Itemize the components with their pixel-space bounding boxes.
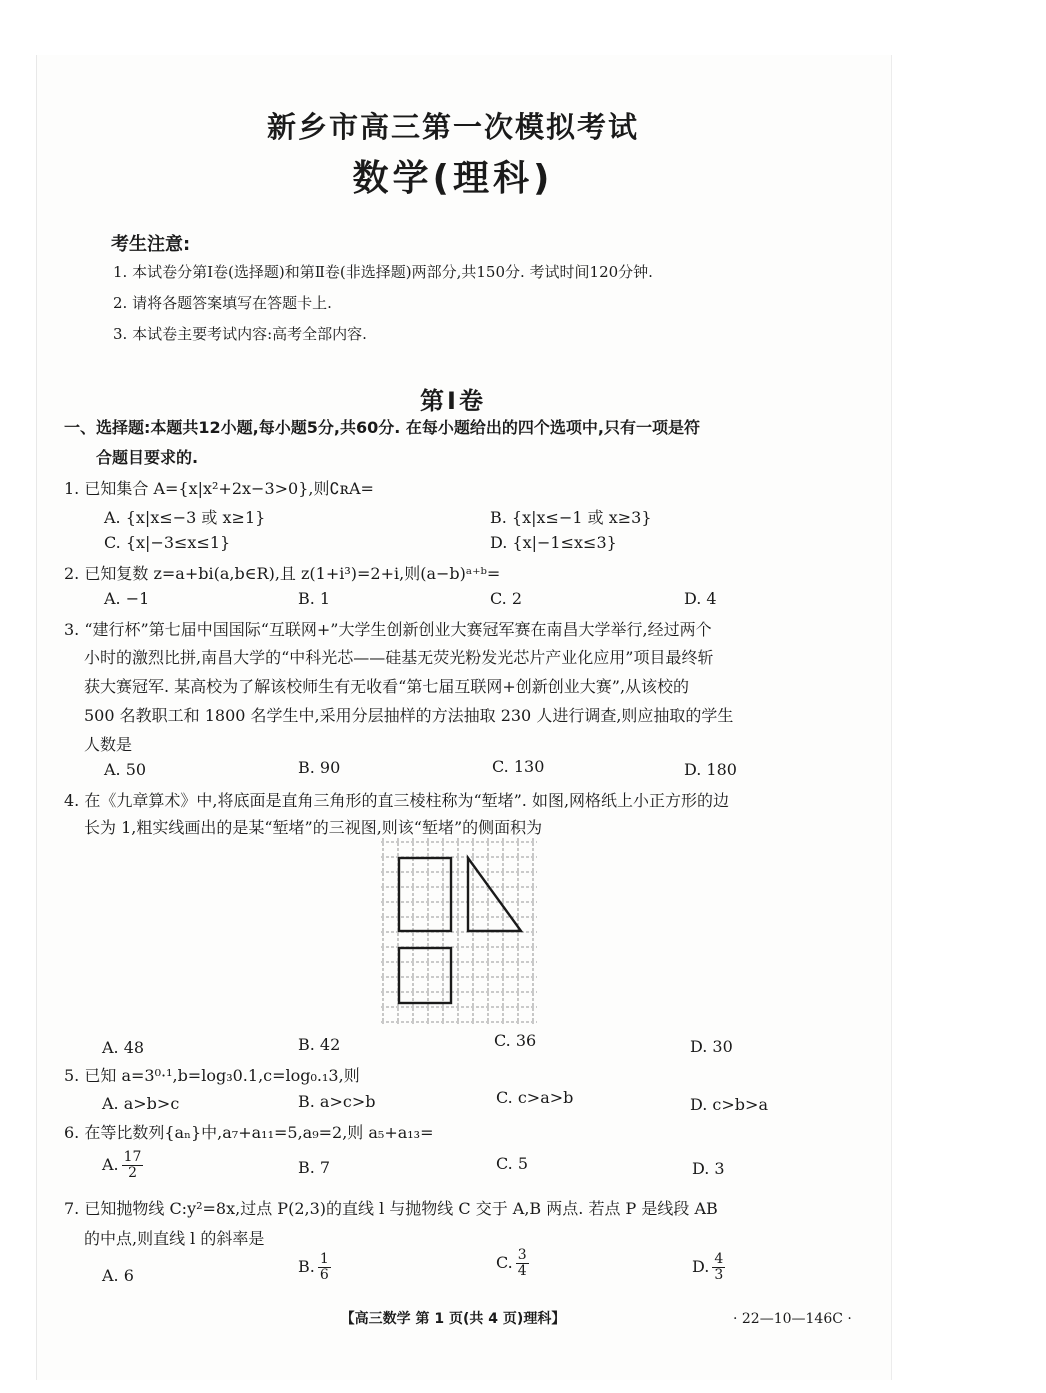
notice-heading: 考生注意: bbox=[111, 234, 191, 255]
question-6-option-c: C. 5 bbox=[496, 1154, 529, 1173]
exam-title: 新乡市高三第一次模拟考试 bbox=[266, 110, 639, 144]
question-4-option-d: D. 30 bbox=[690, 1037, 733, 1056]
question-2-option-a: A. −1 bbox=[104, 589, 150, 608]
question-3-stem-line: 小时的激烈比拼,南昌大学的“中科光芯——硅基无荧光粉发光芯片产业化应用”项目最终斩 bbox=[84, 648, 714, 667]
option-a-label: A. bbox=[102, 1155, 119, 1174]
question-5-option-d: D. c>b>a bbox=[690, 1095, 768, 1114]
question-5-option-b: B. a>c>b bbox=[298, 1092, 376, 1111]
volume-title: 第Ⅰ卷 bbox=[420, 387, 486, 415]
fraction-numerator: 3 bbox=[517, 1247, 527, 1263]
question-6-stem: 6. 在等比数列{aₙ}中,a₇+a₁₁=5,a₉=2,则 a₅+a₁₃= bbox=[64, 1123, 434, 1142]
question-4-option-c: C. 36 bbox=[494, 1031, 537, 1050]
question-7-option-b bbox=[298, 1252, 331, 1283]
option-a-fraction bbox=[122, 1150, 144, 1181]
question-2-stem: 2. 已知复数 z=a+bi(a,b∈R),且 z(1+i³)=2+i,则(a−b)ᵃ⁺ᵇ= bbox=[64, 564, 501, 583]
fraction-denominator: 2 bbox=[128, 1165, 138, 1181]
question-1-option-a: A. {x|x≤−3 或 x≥1} bbox=[104, 508, 266, 527]
question-7-option-a: A. 6 bbox=[102, 1266, 134, 1285]
section-instructions-cont: 合题目要求的. bbox=[96, 448, 199, 467]
page-footer: 【高三数学 第 1 页(共 4 页)理科】 bbox=[340, 1311, 566, 1327]
notice-item: 1. 本试卷分第Ⅰ卷(选择题)和第Ⅱ卷(非选择题)两部分,共150分. 考试时间120分钟. bbox=[113, 263, 653, 281]
option-b-label: B. bbox=[298, 1257, 315, 1276]
exam-subject: 数学(理科) bbox=[352, 158, 554, 199]
fraction-numerator: 1 bbox=[319, 1251, 329, 1267]
question-3-stem: 3. “建行杯”第七届中国国际“互联网+”大学生创新创业大赛冠军赛在南昌大学举行,经过两个 bbox=[64, 620, 712, 639]
question-3-option-c: C. 130 bbox=[492, 757, 545, 776]
question-4-stem-line: 长为 1,粗实线画出的是某“堑堵”的三视图,则该“堑堵”的侧面积为 bbox=[84, 818, 543, 837]
question-3-option-a: A. 50 bbox=[104, 760, 147, 779]
question-7-stem: 7. 已知抛物线 C:y²=8x,过点 P(2,3)的直线 l 与抛物线 C 交于 A,B 两点. 若点 P 是线段 AB bbox=[64, 1199, 718, 1218]
notice-item: 2. 请将各题答案填写在答题卡上. bbox=[113, 294, 332, 312]
question-7-option-d bbox=[692, 1252, 725, 1283]
question-6-option-d: D. 3 bbox=[692, 1159, 725, 1178]
question-4-stem: 4. 在《九章算术》中,将底面是直角三角形的直三棱柱称为“堑堵”. 如图,网格纸上小正方形的边 bbox=[64, 791, 730, 810]
option-b-fraction bbox=[318, 1252, 331, 1283]
option-c-fraction bbox=[516, 1248, 529, 1279]
option-d-fraction bbox=[712, 1252, 725, 1283]
question-4-option-b: B. 42 bbox=[298, 1035, 341, 1054]
exam-code: · 22—10—146C · bbox=[733, 1311, 852, 1327]
question-4-option-a: A. 48 bbox=[102, 1038, 145, 1057]
fraction-numerator: 17 bbox=[123, 1149, 142, 1165]
question-3-stem-line: 500 名教职工和 1800 名学生中,采用分层抽样的方法抽取 230 人进行调查,则应抽取的学生 bbox=[84, 706, 734, 725]
question-1-option-c: C. {x|−3≤x≤1} bbox=[104, 533, 231, 552]
question-2-option-c: C. 2 bbox=[490, 589, 523, 608]
question-3-option-b: B. 90 bbox=[298, 758, 341, 777]
fraction-denominator: 6 bbox=[319, 1267, 329, 1283]
notice-item: 3. 本试卷主要考试内容:高考全部内容. bbox=[113, 325, 367, 343]
option-d-label: D. bbox=[692, 1257, 710, 1276]
question-5-option-c: C. c>a>b bbox=[496, 1088, 574, 1107]
section-instructions: 一、选择题:本题共12小题,每小题5分,共60分. 在每小题给出的四个选项中,只有一项是符 bbox=[64, 418, 700, 437]
question-7-option-c bbox=[496, 1248, 529, 1279]
question-1-option-d: D. {x|−1≤x≤3} bbox=[490, 533, 617, 552]
fraction-denominator: 4 bbox=[517, 1263, 527, 1279]
question-1-option-b: B. {x|x≤−1 或 x≥3} bbox=[490, 508, 652, 527]
fraction-denominator: 3 bbox=[714, 1267, 724, 1283]
option-c-label: C. bbox=[496, 1253, 513, 1272]
question-6-option-a bbox=[102, 1150, 143, 1181]
question-5-stem: 5. 已知 a=3⁰·¹,b=log₃0.1,c=log₀.₁3,则 bbox=[64, 1066, 360, 1085]
question-2-option-b: B. 1 bbox=[298, 589, 331, 608]
question-1-stem: 1. 已知集合 A={x|x²+2x−3>0},则∁ʀA= bbox=[64, 479, 374, 498]
question-6-option-b: B. 7 bbox=[298, 1158, 331, 1177]
question-3-option-d: D. 180 bbox=[684, 760, 737, 779]
three-view-figure bbox=[381, 838, 539, 1024]
question-3-stem-line: 人数是 bbox=[84, 735, 133, 754]
question-5-option-a: A. a>b>c bbox=[102, 1094, 180, 1113]
fraction-numerator: 4 bbox=[714, 1251, 724, 1267]
question-3-stem-line: 获大赛冠军. 某高校为了解该校师生有无收看“第七届互联网+创新创业大赛”,从该校的 bbox=[84, 677, 690, 696]
question-2-option-d: D. 4 bbox=[684, 589, 717, 608]
question-7-stem-line: 的中点,则直线 l 的斜率是 bbox=[84, 1229, 265, 1248]
